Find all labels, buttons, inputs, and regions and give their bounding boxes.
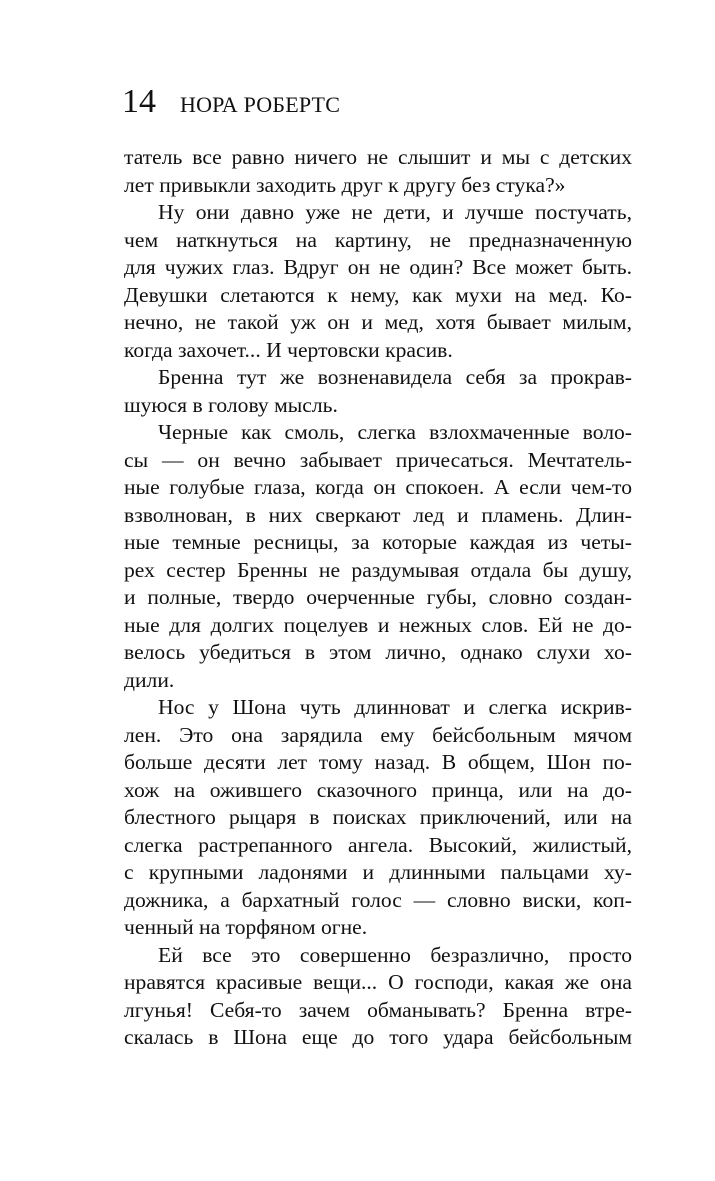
body-text: [124, 144, 632, 1052]
text-line: лет привыкли заходить друг к другу без стука?»: [124, 172, 566, 197]
text-line: ные голубые глаза, когда он спокоен. А если чем-то: [124, 475, 632, 499]
text-line: больше десяти лет тому назад. В общем, Шон по-: [124, 750, 632, 774]
text-line: хож на ожившего сказочного принца, или на до-: [124, 777, 632, 802]
text-line: чем наткнуться на картину, не предназначенную: [124, 227, 632, 252]
text-line: когда захочет... И чертовски красив.: [124, 337, 453, 362]
running-head-author: НОРА РОБЕРТС: [180, 92, 341, 117]
text-line: сы — он вечно забывает причесаться. Мечтатель-: [124, 447, 632, 472]
text-line: дожника, а бархатный голос — словно виски, коп-: [124, 887, 632, 912]
text-line: велось убедиться в этом лично, однако слухи хо-: [124, 640, 632, 664]
text-line: лгунья! Себя-то зачем обманывать? Бренна втре-: [124, 997, 632, 1022]
text-line: слегка растрепанного ангела. Высокий, жилистый,: [124, 832, 632, 857]
text-line: нечно, не такой уж он и мед, хотя бывает милым,: [124, 310, 632, 334]
text-line: скалась в Шона еще до того удара бейсбольным: [124, 1025, 632, 1049]
text-line: и полные, твердо очерченные губы, словно создан-: [124, 585, 632, 609]
text-line: шуюся в голову мысль.: [124, 392, 338, 417]
text-line: нравятся красивые вещи... О господи, какая же она: [124, 970, 632, 994]
text-line: Ну они давно уже не дети, и лучше постучать,: [158, 200, 632, 224]
text-line: Нос у Шона чуть длинноват и слегка искрив-: [158, 695, 632, 719]
text-line: для чужих глаз. Вдруг он не один? Все может быть.: [124, 255, 632, 279]
text-line: рех сестер Бренны не раздумывая отдала бы душу,: [124, 557, 632, 582]
text-line: блестного рыцаря в поисках приключений, или на: [124, 805, 632, 829]
text-line: дили.: [124, 667, 175, 692]
text-line: Бренна тут же возненавидела себя за прокрав-: [158, 365, 632, 389]
page-number: 14: [122, 83, 156, 120]
text-line: ченный на торфяном огне.: [124, 915, 368, 939]
text-line: взволнован, в них сверкают лед и пламень. Длин-: [124, 502, 632, 527]
text-line: лен. Это она зарядила ему бейсбольным мячом: [124, 722, 632, 747]
text-line: Девушки слетаются к нему, как мухи на мед. Ко-: [124, 282, 632, 307]
text-line: с крупными ладонями и длинными пальцами ху-: [124, 860, 632, 884]
text-line: ные для долгих поцелуев и нежных слов. Ей не до-: [124, 612, 632, 637]
text-line: Ей все это совершенно безразлично, просто: [158, 942, 632, 967]
running-head: [122, 82, 340, 122]
text-line: ные темные ресницы, за которые каждая из четы-: [124, 530, 632, 554]
text-line: Черные как смоль, слегка взлохмаченные воло-: [158, 420, 632, 444]
text-line: татель все равно ничего не слышит и мы с детских: [124, 145, 632, 169]
